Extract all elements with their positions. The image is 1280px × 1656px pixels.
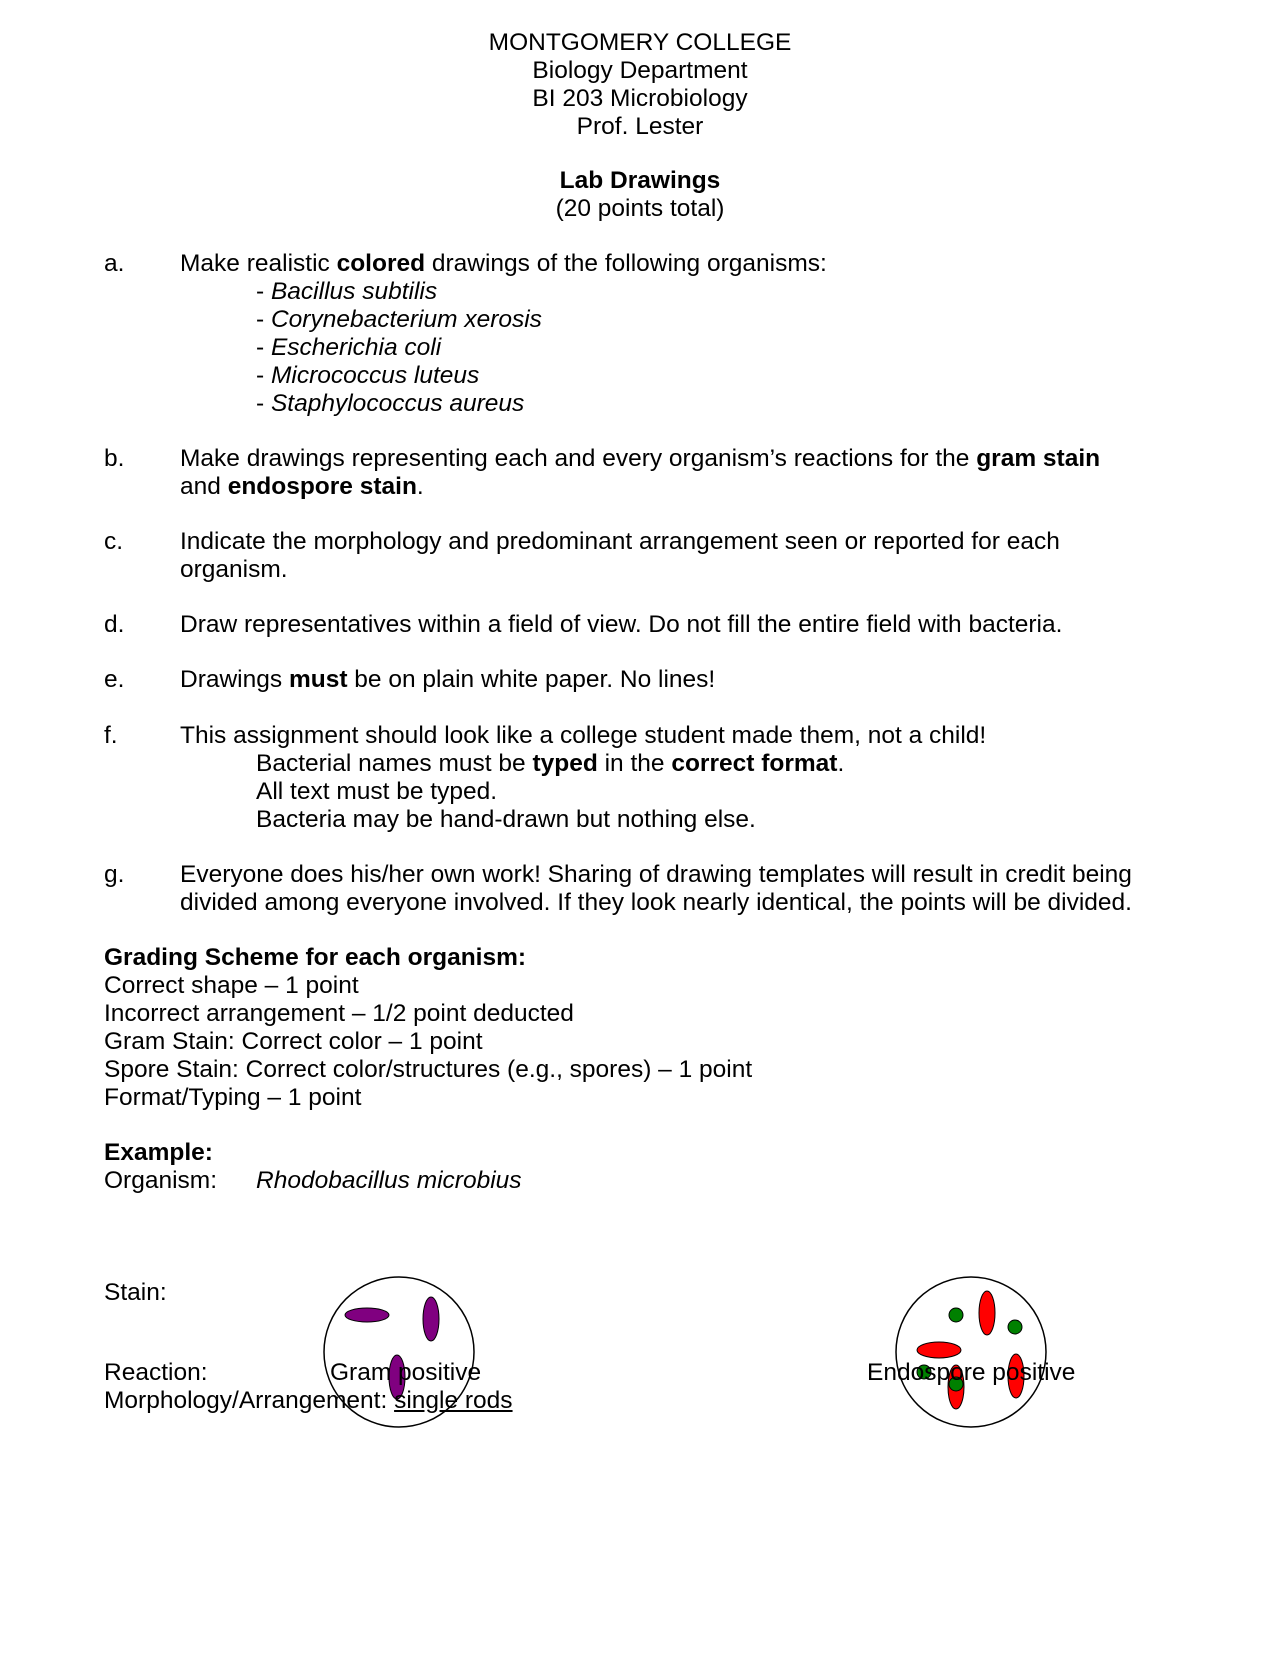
item-g-text: Everyone does his/her own work! Sharing of drawing templates will result in credit being <box>180 861 1132 888</box>
college-name: MONTGOMERY COLLEGE <box>488 29 792 56</box>
item-b-text: Make drawings representing each and every organism’s reactions for the gram stain <box>180 445 1101 472</box>
item-f-letter: f. <box>104 722 118 749</box>
item-g-text-cont: divided among everyone involved. If they look nearly identical, the points will be divided. <box>180 889 1132 916</box>
item-f-sub-1: Bacterial names must be typed in the correct format. <box>256 750 845 777</box>
item-g-letter: g. <box>104 861 125 888</box>
professor-name: Prof. Lester <box>576 113 704 140</box>
item-c-text-cont: organism. <box>180 556 288 583</box>
grading-line: Format/Typing – 1 point <box>104 1084 362 1111</box>
organism-label: Organism: <box>104 1167 218 1194</box>
item-b-letter: b. <box>104 445 125 472</box>
vegetative-rod <box>917 1342 961 1358</box>
endospore <box>949 1308 963 1322</box>
page-title: Lab Drawings <box>559 167 721 194</box>
grading-line: Gram Stain: Correct color – 1 point <box>104 1028 483 1055</box>
gram-reaction: Gram positive <box>330 1359 482 1386</box>
item-a-letter: a. <box>104 250 125 277</box>
gram-positive-rod <box>423 1297 439 1341</box>
item-b-text-cont: and endospore stain. <box>180 473 424 500</box>
course-name: BI 203 Microbiology <box>532 85 748 112</box>
organism-list-item: - Staphylococcus aureus <box>256 390 525 417</box>
endospore-stain-field <box>891 1272 1051 1432</box>
department-name: Biology Department <box>532 57 748 84</box>
item-d-letter: d. <box>104 611 125 638</box>
item-c-letter: c. <box>104 528 124 555</box>
morphology-line: Morphology/Arrangement: single rods <box>104 1387 513 1414</box>
spore-reaction: Endospore positive <box>867 1359 1076 1386</box>
item-f-sub-2: All text must be typed. <box>256 778 498 805</box>
example-title: Example: <box>104 1139 213 1166</box>
reaction-label: Reaction: <box>104 1359 208 1386</box>
organism-list-item: - Bacillus subtilis <box>256 278 438 305</box>
organism-list-item: - Micrococcus luteus <box>256 362 480 389</box>
grading-line: Incorrect arrangement – 1/2 point deducted <box>104 1000 574 1027</box>
organism-name: Rhodobacillus microbius <box>256 1167 522 1194</box>
item-f-text: This assignment should look like a college student made them, not a child! <box>180 722 987 749</box>
gram-positive-rod <box>345 1308 389 1322</box>
grading-title: Grading Scheme for each organism: <box>104 944 527 971</box>
organism-list-item: - Corynebacterium xerosis <box>256 306 542 333</box>
organism-list-item: - Escherichia coli <box>256 334 442 361</box>
stain-label: Stain: <box>104 1279 167 1306</box>
item-c-text: Indicate the morphology and predominant arrangement seen or reported for each <box>180 528 1060 555</box>
points-total: (20 points total) <box>555 195 725 222</box>
grading-line: Spore Stain: Correct color/structures (e.g., spores) – 1 point <box>104 1056 753 1083</box>
item-f-sub-3: Bacteria may be hand-drawn but nothing else. <box>256 806 756 833</box>
endospore <box>1008 1320 1022 1334</box>
item-d-text: Draw representatives within a field of view. Do not fill the entire field with bacteria. <box>180 611 1063 638</box>
item-e-letter: e. <box>104 666 125 693</box>
vegetative-rod <box>979 1291 995 1335</box>
item-a-text: Make realistic colored drawings of the following organisms: <box>180 250 827 277</box>
morphology-value: single rods <box>394 1387 513 1414</box>
item-e-text: Drawings must be on plain white paper. No lines! <box>180 666 716 693</box>
grading-line: Correct shape – 1 point <box>104 972 359 999</box>
